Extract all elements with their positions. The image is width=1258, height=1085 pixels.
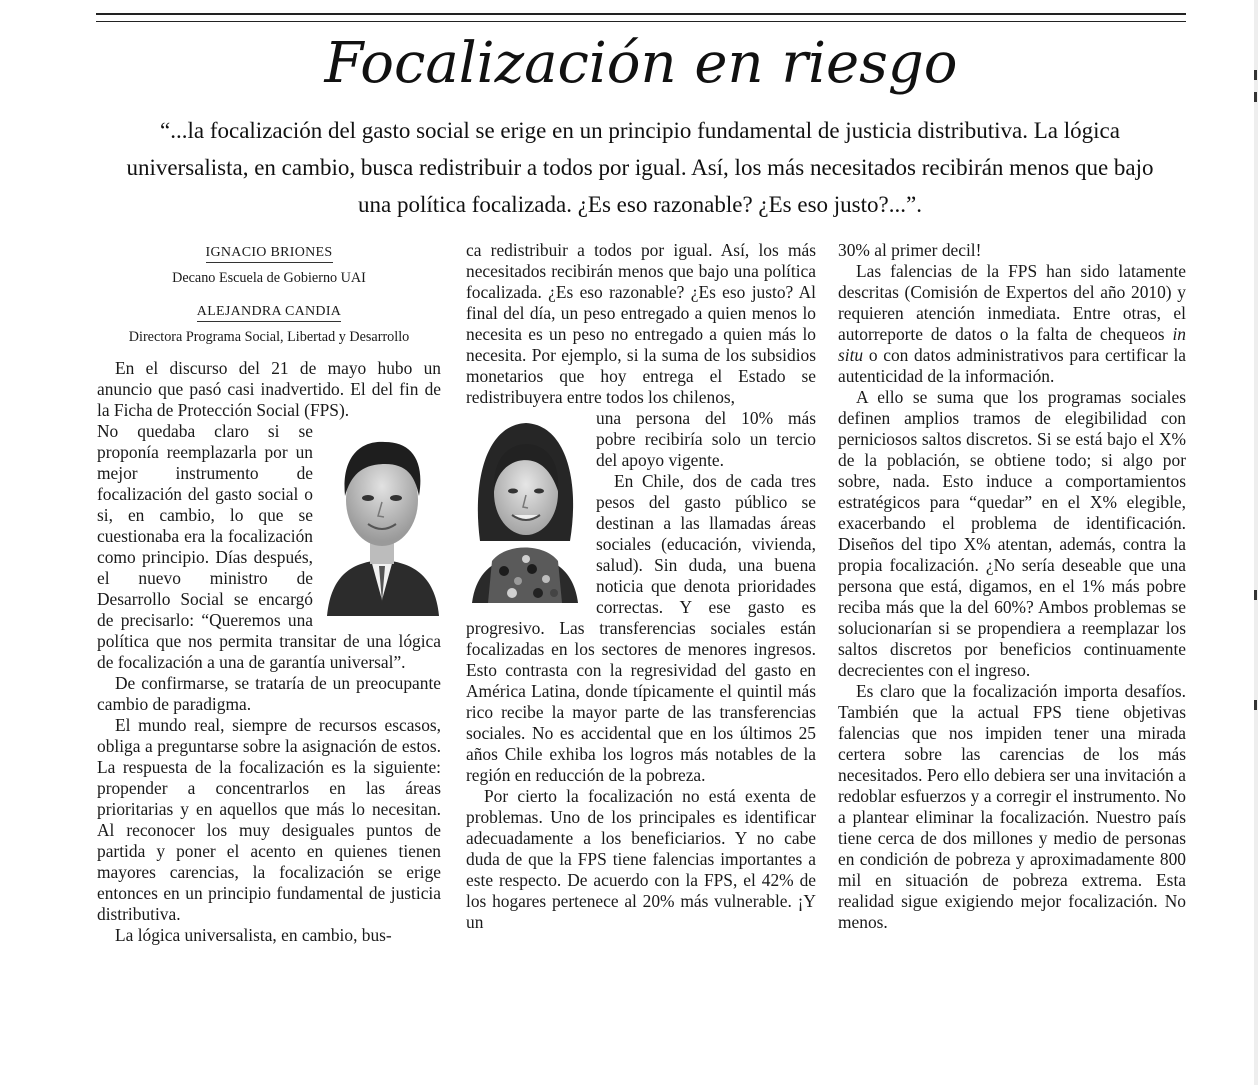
headline: Focalización en riesgo: [324, 31, 958, 96]
author-name: IGNACIO BRIONES: [206, 244, 333, 263]
italic-term: in situ: [838, 324, 1186, 365]
byline: [97, 240, 441, 346]
paragraph: El mundo real, siempre de recursos escasos, obliga a preguntarse sobre la asignación de estos. La respuesta de la focalización es la siguiente: propender a concentrarlos en las áreas prioritarias y en aquellos que más lo necesitan. Al reconocer los muy desiguales puntos de partida y poner el acento en quienes tienen mayores carencias, la focalización se erige entonces en un principio fundamental de justicia distributiva.: [97, 715, 441, 924]
paragraph: A ello se suma que los programas sociales definen amplios tramos de elegibilidad con perniciosos saltos discretos. Si se está bajo el X% de la población, se obtiene todo; si algo por sobre, nada. Esto induce a comportamientos estratégicos para “quedar” en el X% elegible, exacerbando el problema de identificación. Diseños del tipo X% atentan, además, contra la propia focalización. ¿No sería deseable que una persona que está, digamos, en el 1% más pobre reciba más que la del 60%? Ambos problemas se solucionarían si se propendiera a reemplazar los saltos discretos por beneficios continuamente decrecientes con el ingreso.: [838, 387, 1186, 680]
paragraph: una persona del 10% más pobre recibiría solo un tercio del apoyo vigente.: [596, 408, 816, 470]
paragraph: Es claro que la focalización importa desafíos. También que la actual FPS tiene objetivas falencias que nos impiden tener una mirada certera sobre las carencias de los más necesitados. Pero ello debiera ser una invitación a redoblar esfuerzos y a corregir el instrumento. No a plantear eliminar la focalización. Nuestro país tiene cerca de dos millones y medio de personas en condición de pobreza y aproximadamente 800 mil en situación de pobreza extrema. Esta realidad sigue exigiendo mejor focalización. No menos.: [838, 681, 1186, 932]
paragraph: [838, 261, 1186, 387]
author-role: Decano Escuela de Gobierno UAI: [172, 270, 366, 286]
paragraph: En el discurso del 21 de mayo hubo un anuncio que pasó casi inadvertido. El del fin de la Ficha de Protección Social (FPS).: [97, 358, 441, 420]
author-name: ALEJANDRA CANDIA: [197, 303, 341, 322]
paragraph: ca redistribuir a todos por igual. Así, los más necesitados recibirán menos que bajo una política focalizada. ¿Es eso razonable? ¿Es eso justo? Al final del día, un peso entregado a quien menos lo necesita es un peso no entregado a quien más lo necesita. Por ejemplo, si la suma de los subsidios monetarios que hoy entrega el Estado se redistribuyera entre todos los chilenos,: [466, 240, 816, 407]
paragraph: En Chile, dos de cada tres pesos del gasto público se destinan a las llamadas áreas sociales (educación, vivienda, salud). Sin duda, una buena noticia que denota prioridades correctas. Y ese gasto es progresivo. Las transferencias sociales están focalizadas en los sectores de menores ingresos. Esto contrasta con la regresividad del gasto en América Latina, donde típicamente el quintil más rico recibe la mayor parte de las transferencias sociales. No es accidental que en los últimos 25 años Chile exhiba los logros más notables de la región en reducción de la pobreza.: [466, 471, 816, 785]
text-run: o con datos administrativos para certificar la autenticidad de la información.: [838, 345, 1186, 386]
paragraph: La lógica universalista, en cambio, bus-: [115, 925, 392, 945]
author-photo-briones: [323, 424, 441, 616]
paragraph: Por cierto la focalización no está exenta de problemas. Uno de los principales es identificar adecuadamente a los beneficiarios. Y no cabe duda de que la FPS tiene falencias importantes a este respecto. De acuerdo con la FPS, el 42% de los hogares pertenece al 20% más vulnerable. ¡Y un: [466, 786, 816, 932]
edge-mark: [1254, 70, 1257, 80]
text-run: Las falencias de la FPS han sido latamente descritas (Comisión de Expertos del año 2010) y requieren atención inmediata. Entre otras, el autorreporte de datos o la falta de chequeos: [838, 261, 1186, 344]
column-2: [466, 240, 816, 933]
column-3: [838, 240, 1186, 933]
column-1: [97, 240, 441, 946]
pull-quote: “...la focalización del gasto social se erige en un principio fundamental de justicia distributiva. La lógica universalista, en cambio, busca redistribuir a todos por igual. Así, los más necesitados recibirán menos que bajo una política focalizada. ¿Es eso razonable? ¿Es eso justo?...”.: [126, 118, 1154, 217]
author-photo-candia: [466, 411, 584, 603]
edge-mark: [1254, 92, 1257, 102]
paragraph: 30% al primer decil!: [838, 240, 982, 260]
top-rule: [96, 13, 1186, 22]
author-role: Directora Programa Social, Libertad y Desarrollo: [128, 329, 410, 345]
paragraph: No quedaba claro si se proponía reemplazarla por un mejor instrumento de focalización del gasto social o si, en cambio, lo que se cuestionaba era la focalización como principio. Días después, el nuevo ministro de Desarrollo Social se encargó de precisarlo: “Queremos una política que nos permita transitar de una lógica de focalización a una de garantía universal”.: [97, 421, 441, 672]
edge-mark: [1254, 590, 1257, 600]
edge-mark: [1254, 700, 1257, 710]
page-edge: [1254, 0, 1258, 1085]
paragraph: De confirmarse, se trataría de un preocupante cambio de paradigma.: [97, 673, 441, 714]
